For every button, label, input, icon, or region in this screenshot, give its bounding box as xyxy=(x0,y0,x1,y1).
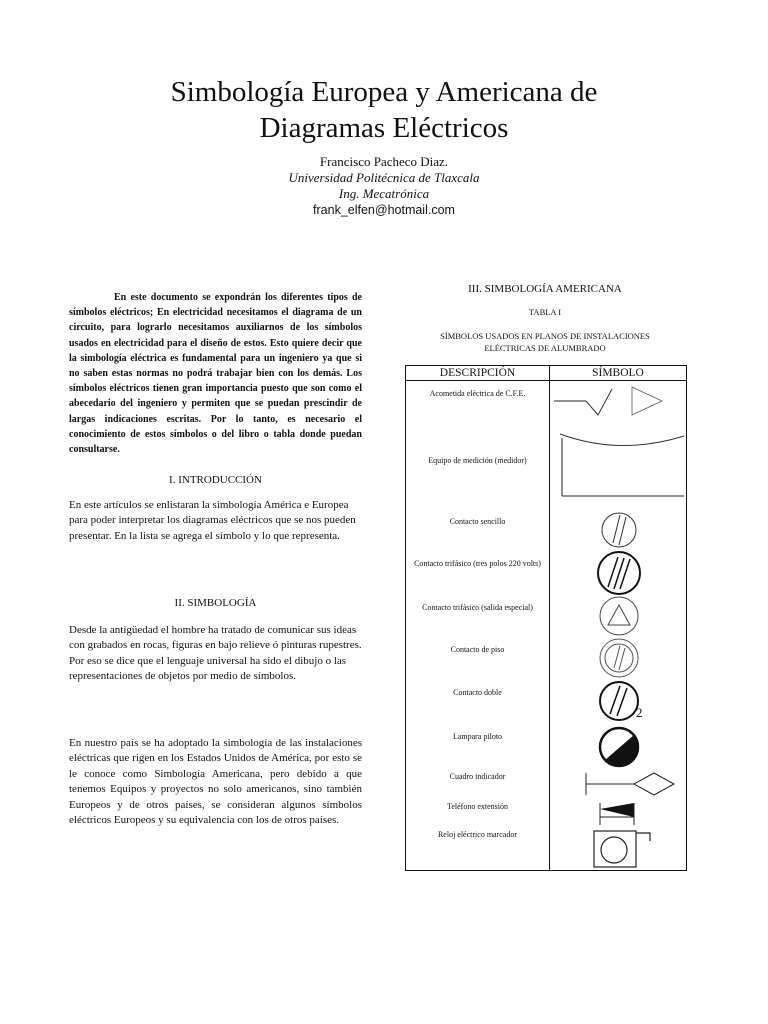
table-caption: SÍMBOLOS USADOS EN PLANOS DE INSTALACIONES ELÉCTRICAS DE ALUMBRADO xyxy=(440,331,650,353)
table-row xyxy=(406,799,687,827)
simbologia-paragraph-1: Desde la antigüedad el hombre ha tratado de comunicar sus ideas con grabados en rocas, figuras en bajo relieve ó pinturas rupestres. Por eso se dice que el lenguaje universal ha sido el dibujo o las representaciones de objetos por medio de símbolos. xyxy=(69,624,362,683)
column-header-simbolo: SÍMBOLO xyxy=(550,366,687,381)
table-row xyxy=(406,827,687,871)
section-heading-introduccion: I. INTRODUCCIÓN xyxy=(169,474,262,486)
lampara-piloto-symbol xyxy=(550,724,687,769)
row-description: Contacto trifásico (tres polos 220 volts) xyxy=(406,551,550,595)
row-description: Cuadro indicador xyxy=(406,769,550,799)
introduccion-paragraph: En este artículos se enlistaran la simbología América e Europea para poder interpretar los diagramas eléctricos que se nos pueden presentar. En la lista se agrega el símbolo y lo que representa. xyxy=(69,499,356,542)
table-row xyxy=(406,551,687,595)
section-heading-simbologia: II. SIMBOLOGÍA xyxy=(174,597,257,609)
acometida-symbol xyxy=(550,381,687,427)
author-email: frank_elfen@hotmail.com xyxy=(313,203,455,217)
table-row xyxy=(406,637,687,680)
contacto-especial-symbol xyxy=(550,595,687,637)
row-description: Teléfono extensión xyxy=(406,799,550,827)
row-description: Lampara piloto xyxy=(406,724,550,769)
table-row xyxy=(406,381,687,427)
contacto-doble-symbol xyxy=(550,680,687,724)
author-block xyxy=(0,154,768,218)
abstract: En este documento se expondrán los diferentes tipos de símbolos eléctricos; En electricidad necesitamos el diagrama de un circuito, para lograrlo necesitamos auxiliarnos de los símbolos usados en electricidad para el diseño de estos. Esto quiere decir que la simbología eléctrica es fundamental para un ingeniero ya que si no saben estas normas no podrá trabajar bien con los demás. Los símbolos eléctricos tienen gran importancia puesto que son como el abecedario del ingeniero y permiten que se puedan prescindir de largas indicaciones escritas. Por lo tanto, es necesario el conocimiento de estos símbolos o del libro o tabla donde puedan consultarse. xyxy=(69,292,362,456)
row-description: Contacto doble xyxy=(406,680,550,724)
table-row xyxy=(406,509,687,551)
row-description: Contacto de piso xyxy=(406,637,550,680)
simbologia-paragraph-2: En nuestro país se ha adoptado la simbología de las instalaciones eléctricas que rigen en los Estados Unidos de América, por esto se le conoce como Simbología Americana, pero debido a que tenemos Equipos y proyectos no solo americanos, sino también Europeos y de otros países, se consideran algunos símbolos eléctricos Europeos y su equivalencia con los de otros países. xyxy=(69,737,362,827)
table-row xyxy=(406,680,687,724)
table-row xyxy=(406,724,687,769)
row-description: Equipo de medición (medidor) xyxy=(406,426,550,509)
section-heading-simbologia-americana: III. SIMBOLOGÍA AMERICANA xyxy=(468,283,622,295)
row-description: Contacto sencillo xyxy=(406,509,550,551)
symbols-table xyxy=(405,365,687,871)
row-description: Contacto trifásico (salida especial) xyxy=(406,595,550,637)
row-description: Acometida eléctrica de C.F.E. xyxy=(406,381,550,427)
table-row xyxy=(406,426,687,509)
medidor-symbol xyxy=(550,426,687,509)
contacto-trifasico-symbol xyxy=(550,551,687,595)
row-description: Reloj eléctrico marcador xyxy=(406,827,550,871)
cuadro-indicador-symbol xyxy=(550,769,687,799)
contacto-sencillo-symbol xyxy=(550,509,687,551)
reloj-electrico-symbol xyxy=(550,827,687,871)
table-row xyxy=(406,595,687,637)
contacto-piso-symbol xyxy=(550,637,687,680)
contacto-doble-digit: 2 xyxy=(636,705,643,720)
paper-title xyxy=(0,74,768,146)
author-name: Francisco Pacheco Diaz. xyxy=(319,154,449,169)
table-row xyxy=(406,769,687,799)
title-line-1: Simbología Europea y Americana de xyxy=(170,76,598,108)
telefono-extension-symbol xyxy=(550,799,687,827)
column-header-descripcion: DESCRIPCIÓN xyxy=(406,366,550,381)
table-label: TABLA I xyxy=(528,307,562,317)
title-line-2: Diagramas Eléctricos xyxy=(259,112,509,144)
author-program: Ing. Mecatrónica xyxy=(338,186,430,201)
author-university: Universidad Politécnica de Tlaxcala xyxy=(288,170,480,185)
